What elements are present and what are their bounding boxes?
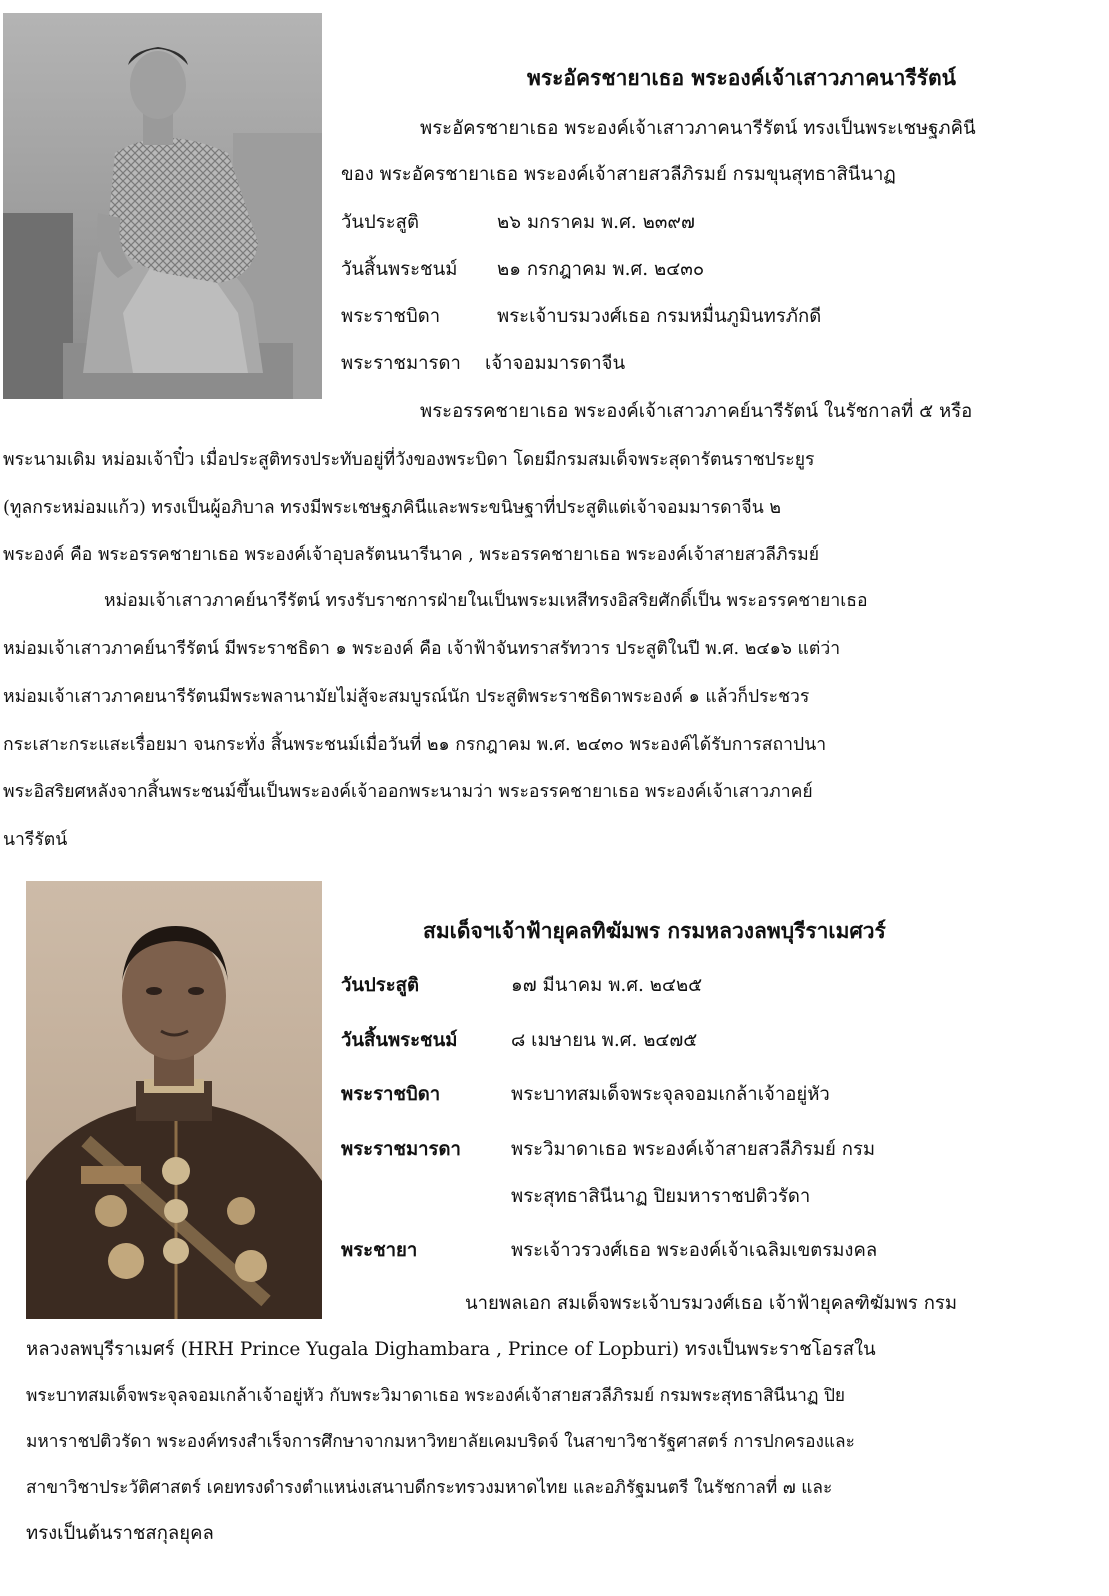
fact-death-label: วันสิ้นพระชนม์ xyxy=(341,1030,458,1051)
paragraph-line: มหาราชปติวรัดา พระองค์ทรงสำเร็จการศึกษาจากมหาวิทยาลัยเคมบริดจ์ ในสาขาวิชารัฐศาสตร์ การปกครองและ xyxy=(26,1432,855,1452)
portrait-woman-image xyxy=(3,13,322,399)
paragraph-line: พระองค์ คือ พระอรรคชายาเธอ พระองค์เจ้าอุบลรัตนนารีนาค , พระอรรคชายาเธอ พระองค์เจ้าสายสวลีภิรมย์ xyxy=(3,545,820,565)
paragraph-line: พระอรรคชายาเธอ พระองค์เจ้าเสาวภาคย์นารีรัตน์ ในรัชกาลที่ ๕ หรือ xyxy=(420,401,973,422)
paragraph-line: หลวงลพบุรีราเมศร์ (HRH Prince Yugala Dighambara , Prince of Lopburi) ทรงเป็นพระราชโอรสใน xyxy=(26,1339,876,1360)
paragraph-line: หม่อมเจ้าเสาวภาคยนารีรัตนมีพระพลานามัยไม่สู้จะสมบูรณ์นัก ประสูติพระราชธิดาพระองค์ ๑ แล้วก็ประชวร xyxy=(3,687,810,707)
section2-title: สมเด็จฯเจ้าฟ้ายุคลทิฆัมพร กรมหลวงลพบุรีราเมศวร์ xyxy=(423,918,886,943)
paragraph-line: หม่อมเจ้าเสาวภาคย์นารีรัตน์ ทรงรับราชการฝ่ายในเป็นพระมเหสีทรงอิสริยศักดิ์เป็น พระอรรคชายาเธอ xyxy=(104,591,868,611)
fact-father-label: พระราชบิดา xyxy=(341,1084,441,1105)
fact-birth-label: วันประสูติ xyxy=(341,975,419,996)
section1-intro-line2: ของ พระอัครชายาเธอ พระองค์เจ้าสายสวลีภิรมย์ กรมขุนสุทธาสินีนาฏ xyxy=(341,164,896,185)
section1-title: พระอัครชายาเธอ พระองค์เจ้าเสาวภาคนารีรัตน์ xyxy=(527,65,956,90)
portrait-photo-yugala xyxy=(26,881,322,1319)
fact-mother-label: พระราชมารดา xyxy=(341,1139,461,1160)
fact-mother-value-line2: พระสุทธาสินีนาฏ ปิยมหาราชปติวรัดา xyxy=(511,1186,811,1207)
fact-birth-value: ๑๗ มีนาคม พ.ศ. ๒๔๒๕ xyxy=(511,975,703,996)
portrait-man-image xyxy=(26,881,322,1319)
paragraph-line: พระอิสริยศหลังจากสิ้นพระชนม์ขึ้นเป็นพระองค์เจ้าออกพระนามว่า พระอรรคชายาเธอ พระองค์เจ้าเสาวภาคย์ xyxy=(3,782,813,802)
fact-death-value: ๒๑ กรกฎาคม พ.ศ. ๒๔๓๐ xyxy=(497,259,705,280)
fact-birth-value: ๒๖ มกราคม พ.ศ. ๒๓๙๗ xyxy=(497,212,695,233)
fact-father-value: พระเจ้าบรมวงศ์เธอ กรมหมื่นภูมินทรภักดี xyxy=(497,306,822,327)
fact-death-value: ๘ เมษายน พ.ศ. ๒๔๗๕ xyxy=(511,1030,698,1051)
section1-intro-line1: พระอัครชายาเธอ พระองค์เจ้าเสาวภาคนารีรัตน์ ทรงเป็นพระเชษฐภคินี xyxy=(420,118,976,139)
paragraph-line: พระนามเดิม หม่อมเจ้าปิ๋ว เมื่อประสูติทรงประทับอยู่ที่วังของพระบิดา โดยมีกรมสมเด็จพระสุดารัตนราชประยูร xyxy=(3,450,815,470)
paragraph-line: สาขาวิชาประวัติศาสตร์ เคยทรงดำรงตำแหน่งเสนาบดีกระทรวงมหาดไทย และอภิรัฐมนตรี ในรัชกาลที่ ๗ และ xyxy=(26,1478,833,1498)
paragraph-line: นายพลเอก สมเด็จพระเจ้าบรมวงศ์เธอ เจ้าฟ้ายุคลฑิฆัมพร กรม xyxy=(465,1293,958,1314)
paragraph-line: (ทูลกระหม่อมแก้ว) ทรงเป็นผู้อภิบาล ทรงมีพระเชษฐภคินีและพระขนิษฐาที่ประสูติแต่เจ้าจอมมารดาจีน ๒ xyxy=(3,498,781,518)
paragraph-line: กระเสาะกระแสะเรื่อยมา จนกระทั่ง สิ้นพระชนม์เมื่อวันที่ ๒๑ กรกฎาคม พ.ศ. ๒๔๓๐ พระองค์ได้รับการสถาปนา xyxy=(3,735,827,755)
fact-consort-label: พระชายา xyxy=(341,1240,418,1261)
paragraph-line: นารีรัตน์ xyxy=(3,830,68,850)
fact-mother-value: เจ้าจอมมารดาจีน xyxy=(485,353,626,374)
fact-birth-label: วันประสูติ xyxy=(341,212,419,233)
fact-mother-value: พระวิมาดาเธอ พระองค์เจ้าสายสวลีภิรมย์ กรม xyxy=(511,1139,876,1160)
portrait-photo-saovabha xyxy=(3,13,322,399)
paragraph-line: พระบาทสมเด็จพระจุลจอมเกล้าเจ้าอยู่หัว กับพระวิมาดาเธอ พระองค์เจ้าสายสวลีภิรมย์ กรมพระสุทธาสินีนาฏ ปิย xyxy=(26,1386,846,1406)
fact-father-label: พระราชบิดา xyxy=(341,306,441,327)
fact-consort-value: พระเจ้าวรวงศ์เธอ พระองค์เจ้าเฉลิมเขตรมงคล xyxy=(511,1240,878,1261)
fact-death-label: วันสิ้นพระชนม์ xyxy=(341,259,458,280)
paragraph-line: หม่อมเจ้าเสาวภาคย์นารีรัตน์ มีพระราชธิดา ๑ พระองค์ คือ เจ้าฟ้าจันทราสรัทวาร ประสูติในปี พ.ศ. ๒๔๑๖ แต่ว่า xyxy=(3,639,841,659)
fact-mother-label: พระราชมารดา xyxy=(341,353,461,374)
fact-father-value: พระบาทสมเด็จพระจุลจอมเกล้าเจ้าอยู่หัว xyxy=(511,1084,830,1105)
paragraph-line: ทรงเป็นต้นราชสกุลยุคล xyxy=(26,1523,214,1544)
